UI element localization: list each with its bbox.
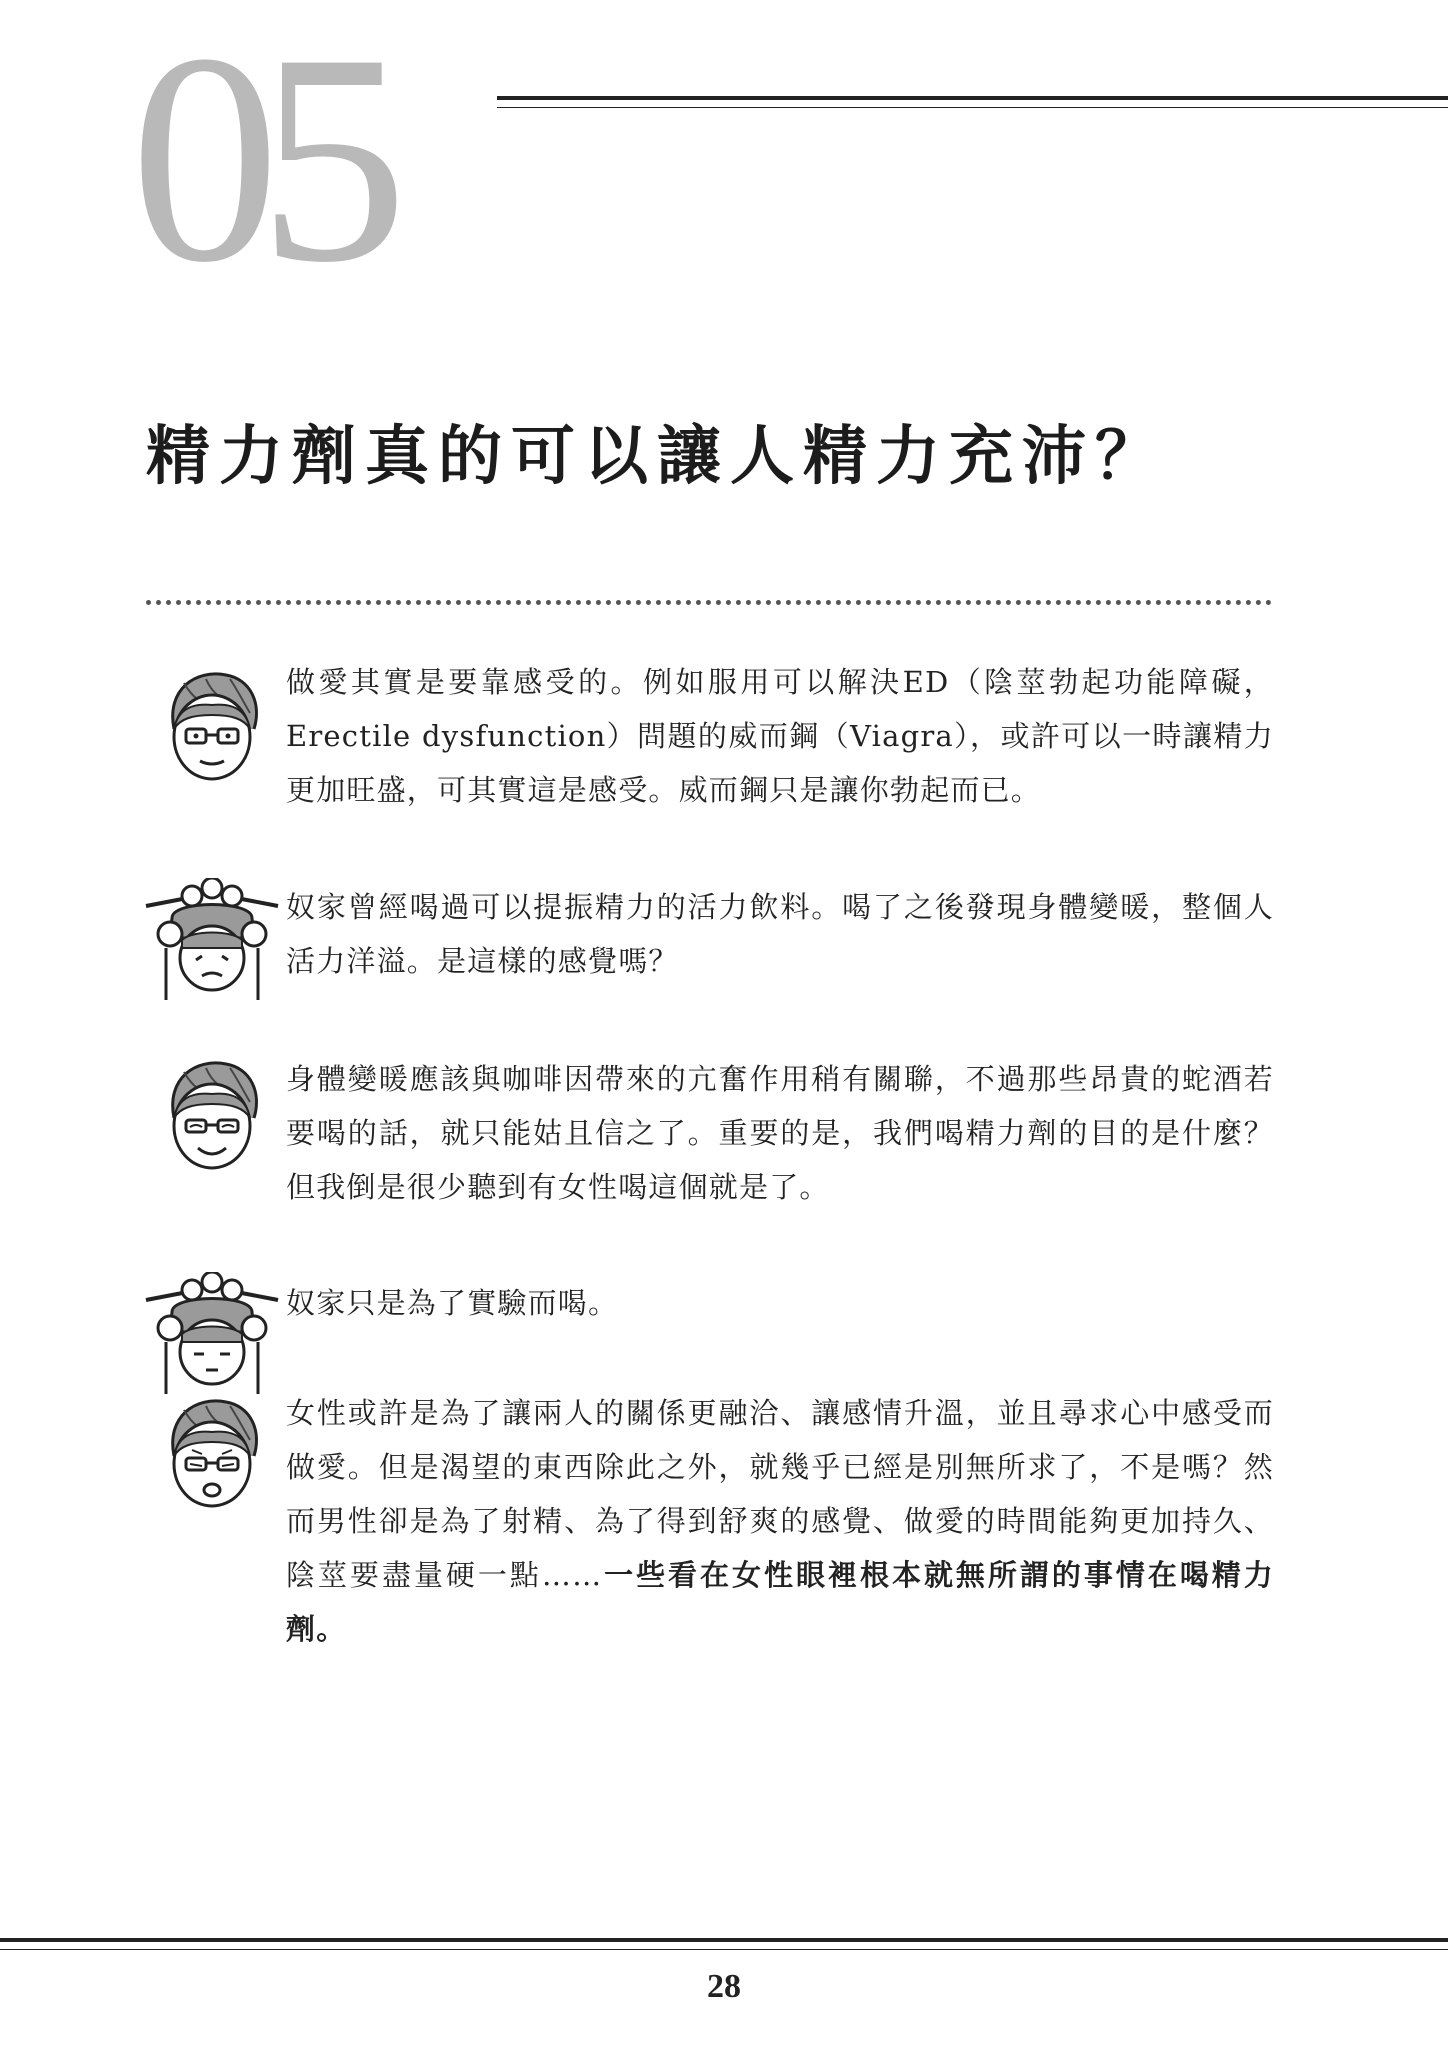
doctor-avatar-icon	[152, 1390, 272, 1510]
geisha-avatar-icon	[142, 878, 282, 1008]
speech-text-emphasis: 一些看在女性眼裡根本就無所謂的事情在喝精力劑。	[286, 1558, 1274, 1646]
doctor-avatar-icon	[152, 1052, 272, 1172]
chapter-number: 05	[130, 0, 386, 324]
footer-rule	[0, 1938, 1448, 1942]
speech-text: 身體變暖應該與咖啡因帶來的亢奮作用稍有關聯，不過那些昂貴的蛇酒若要喝的話，就只能姑且信之了。重要的是，我們喝精力劑的目的是什麼？但我倒是很少聽到有女性喝這個就是了。	[286, 1062, 1274, 1204]
speech-text	[286, 1386, 1274, 1656]
header-rule	[497, 96, 1448, 100]
page-number: 28	[707, 1968, 741, 2005]
header-rule-thin	[497, 107, 1448, 108]
speech-text: 奴家只是為了實驗而喝。	[286, 1286, 619, 1320]
doctor-avatar-icon	[152, 663, 272, 783]
speech-text: 奴家曾經喝過可以提振精力的活力飲料。喝了之後發現身體變暖，整個人活力洋溢。是這樣的感覺嗎？	[286, 890, 1274, 978]
page-title: 精力劑真的可以讓人精力充沛？	[146, 419, 1168, 494]
geisha-avatar-icon	[142, 1272, 282, 1402]
footer-rule-thin	[0, 1949, 1448, 1950]
title-divider	[146, 600, 1272, 605]
speech-text: 做愛其實是要靠感受的。例如服用可以解決ED（陰莖勃起功能障礙，Erectile dysfunction）問題的威而鋼（Viagra），或許可以一時讓精力更加旺盛，可其實這是感受。威而鋼只是讓你勃起而已。	[286, 665, 1274, 807]
speech-text-plain: 女性或許是為了讓兩人的關係更融洽、讓感情升溫，並且尋求心中感受而做愛。但是渴望的東西除此之外，就幾乎已經是別無所求了，不是嗎？然而男性卻是為了射精、為了得到舒爽的感覺、做愛的時間能夠更加持久、陰莖要盡量硬一點……	[286, 1396, 1274, 1592]
